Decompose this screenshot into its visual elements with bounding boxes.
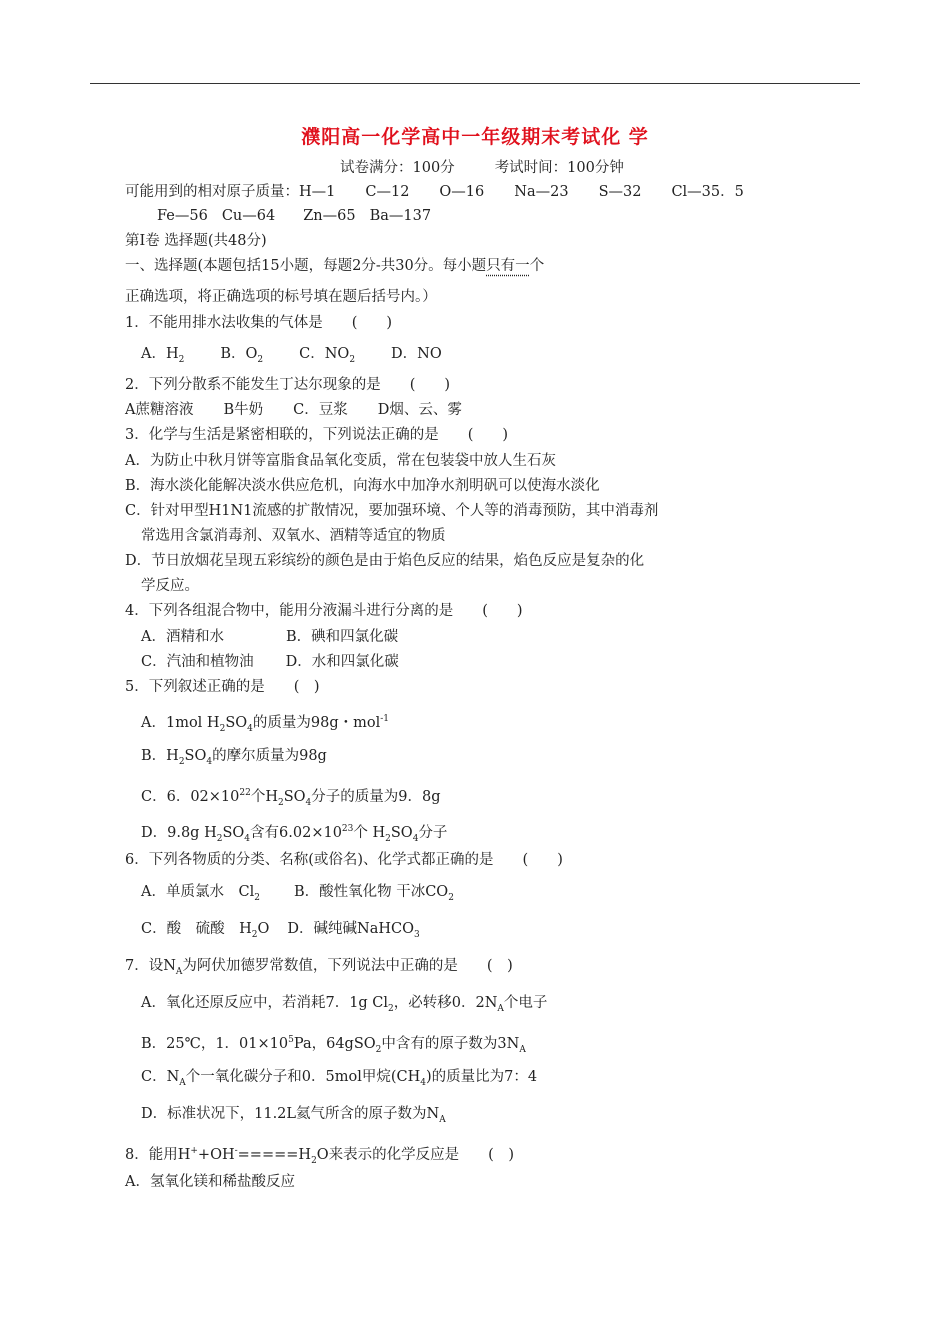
q3-option-d-cont: 学反应。 bbox=[141, 578, 199, 594]
text: B．25℃，1．01×10 bbox=[141, 1036, 289, 1052]
q3-option-c: C．针对甲型H1N1流感的扩散情况，要加强环境、个人等的消毒预防，其中消毒剂 bbox=[125, 503, 659, 519]
section-instructions bbox=[125, 256, 544, 276]
question-5-stem: 5．下列叙述正确的是 ( ) bbox=[125, 679, 320, 695]
question-6-options-row2 bbox=[141, 919, 420, 945]
text: SO bbox=[225, 715, 248, 731]
page-title: 濮阳高一化学高中一年级期末考试化 学 bbox=[301, 126, 649, 148]
mass-ba: Ba—137 bbox=[369, 208, 432, 224]
subscript: A bbox=[497, 1004, 504, 1014]
q3-option-b: B．海水淡化能解决淡水供应危机，向海水中加净水剂明矾可以使海水淡化 bbox=[125, 478, 600, 494]
text: 个 H bbox=[353, 825, 386, 841]
text: SO bbox=[390, 825, 413, 841]
q5-option-d bbox=[141, 819, 447, 849]
q6-option-a: A．单质氯水 Cl bbox=[141, 884, 255, 900]
q5-option-a bbox=[141, 709, 389, 739]
text: 个电子 bbox=[503, 995, 548, 1011]
text: C．6．02×10 bbox=[141, 789, 240, 805]
text: O bbox=[257, 921, 270, 937]
subscript: 2 bbox=[257, 355, 264, 365]
q4-option-c: C．汽油和植物油 bbox=[141, 654, 254, 670]
text: ，必转移0．2N bbox=[393, 995, 498, 1011]
text: SO bbox=[283, 789, 306, 805]
question-3-stem: 3．化学与生活是紧密相联的，下列说法正确的是 ( ) bbox=[125, 427, 509, 443]
mass-fe: Fe—56 bbox=[157, 208, 208, 224]
subscript: 4 bbox=[206, 757, 213, 767]
subscript: A bbox=[175, 967, 183, 977]
question-8-stem bbox=[125, 1141, 514, 1171]
text: 分子的质量为9．8g bbox=[311, 789, 441, 805]
question-4-options-row2 bbox=[141, 652, 399, 672]
q6-option-d: D．碱纯碱NaHCO bbox=[287, 921, 414, 937]
subscript: 4 bbox=[412, 834, 419, 844]
question-2-stem: 2．下列分散系不能发生丁达尔现象的是 ( ) bbox=[125, 377, 451, 393]
text: 分子 bbox=[418, 825, 448, 841]
q4-option-b: B．碘和四氯化碳 bbox=[285, 629, 399, 645]
question-7-stem bbox=[125, 956, 513, 982]
q4-option-a: A．酒精和水 bbox=[141, 629, 224, 645]
text: Pa，64gSO bbox=[293, 1036, 376, 1052]
text: 含有6.02×10 bbox=[250, 825, 342, 841]
question-4-stem: 4．下列各组混合物中，能用分液漏斗进行分离的是 ( ) bbox=[125, 603, 523, 619]
mass-h: 可能用到的相对原子质量：H—1 bbox=[125, 184, 336, 200]
mass-zn: Zn—65 bbox=[303, 208, 356, 224]
mass-na: Na—23 bbox=[514, 184, 569, 200]
subscript: 2 bbox=[178, 355, 185, 365]
superscript: 23 bbox=[341, 824, 354, 834]
subscript: A bbox=[179, 1078, 186, 1088]
exam-meta bbox=[340, 158, 624, 178]
text: 个H bbox=[250, 789, 278, 805]
atomic-masses-line1 bbox=[125, 182, 744, 202]
exam-time: 考试时间：100分钟 bbox=[494, 160, 624, 176]
subscript: 4 bbox=[244, 834, 251, 844]
q7-option-c bbox=[141, 1067, 537, 1093]
subscript: 2 bbox=[216, 834, 223, 844]
subscript: 4 bbox=[420, 1078, 426, 1088]
q6-option-b: B．酸性氧化物 干冰CO bbox=[293, 884, 449, 900]
subscript: 4 bbox=[305, 798, 312, 808]
text: 个一氧化碳分子和0．5mol甲烷(CH bbox=[185, 1069, 421, 1085]
question-2-options bbox=[125, 400, 462, 420]
part-heading: 第Ⅰ卷 选择题(共48分) bbox=[125, 233, 267, 249]
text: +OH bbox=[197, 1147, 235, 1163]
subscript: 4 bbox=[247, 724, 253, 734]
q2-option-d: D烟、云、雾 bbox=[377, 402, 462, 418]
mass-cl: Cl—35．5 bbox=[671, 184, 744, 200]
q3-option-a: A．为防止中秋月饼等富脂食品氧化变质，常在包装袋中放人生石灰 bbox=[125, 453, 556, 469]
instruction-text-end: 个 bbox=[529, 258, 545, 274]
question-1-options bbox=[141, 344, 442, 370]
question-1-stem: 1．不能用排水法收集的气体是 ( ) bbox=[125, 315, 393, 331]
q7-option-b bbox=[141, 1030, 526, 1060]
subscript: 2 bbox=[375, 1045, 382, 1055]
mass-s: S—32 bbox=[598, 184, 642, 200]
q2-option-a: A蔗糖溶液 bbox=[125, 402, 194, 418]
q6-option-c: C．酸 硫酸 H bbox=[141, 921, 252, 937]
q7-option-d bbox=[141, 1104, 446, 1130]
subscript: 2 bbox=[277, 798, 284, 808]
q5-option-c bbox=[141, 783, 441, 813]
superscript: - bbox=[234, 1146, 238, 1156]
text: 的质量为98g・mol bbox=[252, 715, 381, 731]
subscript: 2 bbox=[388, 1004, 394, 1014]
text: 为阿伏加德罗常数值，下列说法中正确的是 ( ) bbox=[182, 958, 513, 974]
q8-option-a: A．氢氧化镁和稀盐酸反应 bbox=[125, 1174, 295, 1190]
q7-option-a bbox=[141, 993, 547, 1019]
q1-option-a: A．H bbox=[141, 346, 179, 362]
mass-o: O—16 bbox=[439, 184, 485, 200]
superscript: 22 bbox=[239, 788, 251, 798]
full-score: 试卷满分：100分 bbox=[340, 160, 455, 176]
text: A．1mol H bbox=[141, 715, 220, 731]
q2-option-c: C．豆浆 bbox=[293, 402, 348, 418]
text: SO bbox=[222, 825, 245, 841]
text: 中含有的原子数为3N bbox=[381, 1036, 520, 1052]
subscript: 2 bbox=[311, 1156, 317, 1166]
q4-option-d: D．水和四氯化碳 bbox=[285, 654, 399, 670]
question-4-options-row1 bbox=[141, 627, 398, 647]
subscript: A bbox=[439, 1115, 446, 1125]
text: =====H bbox=[237, 1147, 312, 1163]
text: A．氧化还原反应中，若消耗7．1g Cl bbox=[141, 995, 389, 1011]
q5-option-b bbox=[141, 746, 327, 772]
mass-c: C—12 bbox=[365, 184, 410, 200]
q3-option-c-cont: 常选用含氯消毒剂、双氧水、酒精等适宜的物质 bbox=[141, 528, 446, 544]
subscript: 2 bbox=[178, 757, 185, 767]
text: )的质量比为7：4 bbox=[426, 1069, 538, 1085]
superscript: -1 bbox=[380, 714, 390, 724]
q1-option-c: C．NO bbox=[299, 346, 350, 362]
emphasis-dotted-text: 只有一 bbox=[486, 258, 530, 274]
text: 8．能用H bbox=[125, 1147, 191, 1163]
subscript: 2 bbox=[349, 355, 356, 365]
text: D．9.8g H bbox=[141, 825, 217, 841]
subscript: 2 bbox=[254, 893, 260, 903]
subscript: A bbox=[519, 1045, 526, 1055]
superscript: + bbox=[190, 1146, 198, 1156]
text: SO bbox=[184, 748, 207, 764]
q1-option-b: B．O bbox=[220, 346, 258, 362]
subscript: 2 bbox=[251, 930, 258, 940]
subscript: 2 bbox=[385, 834, 391, 844]
subscript: 2 bbox=[219, 724, 226, 734]
text: D．标准状况下，11.2L氦气所含的原子数为N bbox=[141, 1106, 440, 1122]
question-6-options-row1 bbox=[141, 882, 454, 908]
header-rule bbox=[90, 83, 860, 84]
section-instructions-line2: 正确选项，将正确选项的标号填在题后括号内。） bbox=[125, 289, 437, 305]
subscript: 2 bbox=[448, 893, 454, 903]
text: 的摩尔质量为98g bbox=[212, 748, 327, 764]
atomic-masses-line2 bbox=[157, 206, 431, 226]
superscript: 5 bbox=[288, 1035, 294, 1045]
text: O来表示的化学反应是 ( ) bbox=[316, 1147, 514, 1163]
text: B．H bbox=[141, 748, 179, 764]
subscript: 3 bbox=[413, 930, 420, 940]
text: 7．设N bbox=[125, 958, 176, 974]
question-6-stem: 6．下列各物质的分类、名称(或俗名)、化学式都正确的是 ( ) bbox=[125, 852, 563, 868]
instruction-text: 一、选择题(本题包括15小题，每题2分-共30分。每小题 bbox=[125, 258, 487, 274]
q2-option-b: B牛奶 bbox=[223, 402, 264, 418]
text: C．N bbox=[141, 1069, 180, 1085]
q1-option-d: D．NO bbox=[391, 346, 442, 362]
mass-cu: Cu—64 bbox=[221, 208, 276, 224]
q3-option-d: D．节日放烟花呈现五彩缤纷的颜色是由于焰色反应的结果，焰色反应是复杂的化 bbox=[125, 553, 645, 569]
